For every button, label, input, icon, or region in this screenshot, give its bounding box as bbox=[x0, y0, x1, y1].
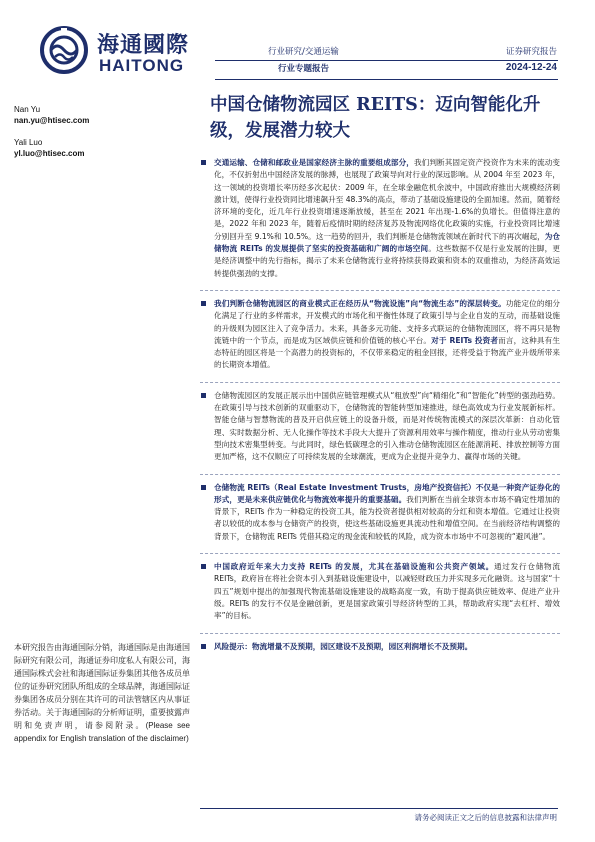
paragraph-text: 我们判断其固定资产投资作为未来的流动变化，不仅折射出中国经济发展的脉搏，也展现了政策导向对行业的深远影响。从 2004 年至 2023 年，这一领域的投资增长率历经多次起伏：2009 年，在全球金融危机余波中，中国政府推出大规模经济刺激计划，使得行业投资同比增速飙升至 48.3%的高点，带动了基础设施建设的全面加速。然而，随着经济环境的变化，近几年行业投资增速逐渐放缓，甚至在 2021 年出现-1.6%的负增长。但值得注意的是，2022 年和 2023 年，随着后疫情时期的经济复苏及物流网络优化政策的实施，行业投资同比增速分别回升至 9.1%和 10.5%。这一趋势的回升，我们判断是仓储物流领域在新时代下的再次崛起， bbox=[214, 158, 560, 241]
paragraph-lead: 交通运输、仓储和邮政业是国家经济主脉的重要组成部分， bbox=[214, 158, 414, 167]
report-type: 行业专题报告 bbox=[278, 64, 330, 74]
bullet-icon bbox=[201, 160, 206, 165]
paragraph-highlight: 对于 REITs 投资者 bbox=[431, 335, 499, 345]
body-paragraph bbox=[200, 382, 560, 474]
bullet-icon bbox=[201, 485, 206, 490]
paragraph-text: 而言，这种具有生态特征的园区将是一个高潜力的投资标的，不仅带来稳定的租金回报，还将受益于物流产业升级所带来的长期资本增值。 bbox=[214, 335, 561, 370]
paragraph-highlight: 为仓储物流 REITs 的发展提供了坚实的投资基础和广阔的市场空间 bbox=[214, 231, 560, 254]
header-divider bbox=[215, 60, 558, 61]
analyst-block bbox=[14, 104, 89, 126]
analyst-name: Nan Yu bbox=[14, 105, 41, 114]
footer-notice: 请务必阅读正文之后的信息披露和法律声明 bbox=[414, 813, 557, 822]
paragraph-lead: 中国政府近年来大力支持 REITs 的发展，尤其在基础设施和公共资产领域。 bbox=[214, 562, 494, 572]
risk-warning bbox=[200, 633, 560, 663]
body-paragraph bbox=[200, 150, 560, 290]
bullet-icon bbox=[201, 301, 206, 306]
header-divider bbox=[215, 79, 558, 80]
body-paragraph bbox=[200, 474, 560, 553]
company-logo bbox=[37, 24, 197, 76]
body-paragraph bbox=[200, 290, 560, 382]
report-title: 中国仓储物流园区 REITS：迈向智能化升级，发展潜力较大 bbox=[210, 95, 541, 141]
bullet-icon bbox=[201, 393, 206, 398]
bullet-icon bbox=[201, 644, 206, 649]
analyst-block bbox=[14, 137, 84, 159]
paragraph-text: 仓储物流园区的发展正展示出中国供应链管理模式从“粗放型”向“精细化”和“智能化”转型的强劲趋势。在政策引导与技术创新的双重驱动下，仓储物流的智能转型加速推进，绿色高效成为行业发展新标杆。智能仓储与智慧物流的普及开启供应链上的设备升级，而是对传统物流模式的深层次革新：自动化管理、实时数据分析、无人化操作等技术手段大大提升了资源利用效率与操作精度，推动行业从劳动密集型向技术密集型转变。与此同时，绿色低碳理念的引入推动仓储物流园区在能源消耗、排放控制等方面更加严格，这不仅顺应了可持续发展的全球潮流，更成为企业提升竞争力、赢得市场的关键。 bbox=[214, 390, 560, 462]
haitong-emblem-icon bbox=[37, 24, 93, 76]
disclaimer bbox=[14, 641, 190, 745]
report-date: 2024-12-24 bbox=[505, 62, 557, 73]
report-category: 行业研究/交通运输 bbox=[268, 47, 339, 57]
bullet-icon bbox=[201, 564, 206, 569]
paragraph-text: 通过发行仓储物流 REITs，政府旨在将社会资本引入到基础设施建设中，以减轻财政压力并实现多元化融资。这与国家“十四五”规划中提出的加强现代物流基础设施建设的战略高度一致，有助于提高供应链效率、促进产业升级。REITs 的发行不仅是金融创新，更是国家政策引导经济转型的工具，帮助政府实现“去杠杆、增效率”的目标。 bbox=[214, 562, 560, 621]
report-body bbox=[200, 150, 560, 663]
logo-chinese-name: 海通國際 bbox=[97, 32, 190, 58]
footer-divider bbox=[200, 808, 558, 809]
logo-english-name: HAITONG bbox=[99, 56, 185, 75]
paragraph-text: 功能定位的细分化满足了行业的多样需求，开发模式的市场化和平衡性体现了政策引导与企业自发的互动，而基础设施的升级则为园区注入了竞争活力。未来，具备多元功能、支持多式联运的仓储物流园区，将不再只是物流链中的一个节点，而是成为区域供应链和价值链的核心平台。 bbox=[214, 298, 560, 345]
document-type: 证券研究报告 bbox=[505, 47, 557, 57]
paragraph-text: 我们判断在当前全球资本市场不确定性增加的背景下，REITs 作为一种稳定的投资工具，能为投资者提供相对较高的分红和资本增值。它通过让投资者以较低的成本参与仓储资产的投资，使这些基础设施更具流动性和增值空间。在当前经济结构调整的背景下，仓储物流 REITs 凭借其稳定的现金流和较低的风险，成为资本市场中不可忽视的“避风港”。 bbox=[214, 494, 561, 541]
analyst-name: Yali Luo bbox=[14, 138, 43, 147]
disclaimer-chinese: 本研究报告由海通国际分销，海通国际是由海通国际研究有限公司，海通证券印度私人有限公司，海通国际株式会社和海通国际证券集团其他各成员单位的证券研究团队所组成的全球品牌，海通国际证券集团各成员分别在其许可的司法管辖区内从事证券活动。关于海通国际的分析师证明，重要披露声明和免责声明，请参阅附录。 bbox=[14, 643, 190, 730]
paragraph-lead: 仓储物流 REITs（Real Estate Investment Trusts，房地产投资信托）不仅是一种资产证券化的形式，更是未来供应链优化与物流效率提升的重要基础。 bbox=[214, 482, 560, 504]
body-paragraph bbox=[200, 553, 560, 632]
paragraph-lead: 我们判断仓储物流园区的商业模式正在经历从“物流设施”向“物流生态”的深层转变。 bbox=[214, 298, 506, 308]
disclaimer-english-note: (Please see appendix for English translation of the disclaimer) bbox=[14, 721, 190, 743]
risk-warning-text: 风险提示：物流增量不及预期，园区建设不及预期，园区利润增长不及预期。 bbox=[214, 641, 473, 651]
analyst-email[interactable]: yl.luo@htisec.com bbox=[14, 149, 85, 158]
analyst-email[interactable]: nan.yu@htisec.com bbox=[14, 116, 90, 125]
paragraph-text: 。这些数据不仅是行业发展的注脚，更是经济调整中的先行指标，揭示了未来仓储物流行业将持续获得政策和资本的双重推动，为经济高效运转提供强劲的支撑。 bbox=[214, 244, 560, 278]
